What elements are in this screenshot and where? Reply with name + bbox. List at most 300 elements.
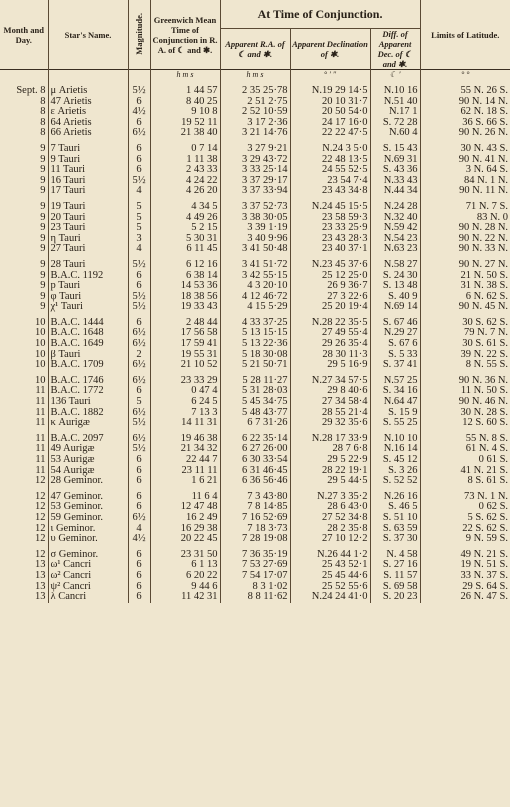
cell-diff-dec: S. 69 58	[370, 582, 420, 593]
table-row	[0, 155, 510, 166]
cell-diff-dec: N.29 27	[370, 328, 420, 339]
cell-gmt: 23 31 50	[150, 545, 220, 561]
table-row	[0, 176, 510, 187]
cell-limits: 29 S. 64 S.	[462, 581, 509, 592]
cell-diff-dec: S. 40 9	[370, 292, 420, 303]
cell-limits: 8 S. 61 S.	[467, 476, 509, 487]
cell-star-name: ι Geminor.	[48, 524, 128, 535]
header-magnitude	[128, 0, 150, 70]
cell-diff-dec: S. 46 5	[370, 502, 420, 513]
cell-limits: 55 N. 26 S.	[460, 85, 509, 96]
cell-diff-dec: S. 51 10	[370, 513, 420, 524]
cell-apparent-ra: 3 27 9·21	[220, 139, 290, 155]
unit-limits: ° °	[420, 70, 510, 82]
header-star-name: Star's Name.	[48, 0, 128, 70]
cell-limits: 90 N. 22 N.	[458, 233, 509, 244]
cell-limits: 11 N. 50 S.	[460, 386, 509, 397]
cell-apparent-dec: 23 40 37·1	[290, 244, 370, 255]
table-row	[0, 571, 510, 582]
cell-diff-dec: S. 67 6	[370, 339, 420, 350]
cell-magnitude: 6	[128, 281, 150, 292]
cell-gmt: 14 11 31	[150, 418, 220, 429]
cell-month-day: 12	[0, 502, 48, 513]
cell-apparent-dec: N.24 3 5·0	[290, 139, 370, 155]
cell-month-day: 8	[0, 97, 48, 108]
cell-gmt: 11 42 31	[150, 592, 220, 603]
cell-gmt: 7 13 3	[150, 408, 220, 419]
cell-month-day: 11	[0, 408, 48, 419]
cell-limits: 90 N. 28 N.	[458, 223, 509, 234]
cell-magnitude: 6	[128, 466, 150, 477]
cell-diff-dec: N.64 47	[370, 397, 420, 408]
header-gmt: Greenwich Mean Time of Conjunction in R. A. of ☾ and ✱.	[150, 0, 220, 70]
cell-apparent-ra: 6 27 26·00	[220, 444, 290, 455]
table-row	[0, 271, 510, 282]
cell-limits: 0 61 S.	[478, 455, 509, 465]
cell-apparent-dec: 22 22 47·5	[290, 128, 370, 139]
cell-diff-dec: S. 37 41	[370, 360, 420, 371]
cell-star-name: 136 Tauri	[48, 397, 128, 408]
cell-month-day: 12	[0, 487, 48, 503]
cell-limits: 90 N. 11 N.	[459, 186, 509, 197]
cell-gmt: 0 47 4	[150, 386, 220, 397]
cell-magnitude: 6	[128, 571, 150, 582]
table-row	[0, 371, 510, 387]
cell-diff-dec: N.16 14	[370, 444, 420, 455]
table-row	[0, 213, 510, 224]
cell-apparent-ra: 7 53 27·69	[220, 560, 290, 571]
cell-star-name: 16 Tauri	[48, 176, 128, 187]
cell-apparent-dec: 22 48 13·5	[290, 155, 370, 166]
cell-apparent-dec: 24 17 16·0	[290, 118, 370, 129]
table-row	[0, 582, 510, 593]
cell-diff-dec: S. 37 30	[370, 534, 420, 545]
cell-star-name: 9 Tauri	[48, 155, 128, 166]
cell-apparent-dec: 25 43 52·1	[290, 560, 370, 571]
cell-month-day: 10	[0, 313, 48, 329]
cell-magnitude: 6	[128, 139, 150, 155]
cell-gmt: 6 11 45	[150, 244, 220, 255]
cell-apparent-ra: 7 3 43·80	[220, 487, 290, 503]
cell-diff-dec: S. 67 46	[370, 313, 420, 329]
header-magnitude-text: Magnitude.	[134, 12, 144, 55]
cell-diff-dec: N.44 34	[370, 186, 420, 197]
cell-apparent-dec: N.27 3 35·2	[290, 487, 370, 503]
cell-magnitude: 6	[128, 165, 150, 176]
cell-month-day: 10	[0, 360, 48, 371]
table-row	[0, 302, 510, 313]
cell-magnitude: 4½	[128, 107, 150, 118]
cell-gmt: 6 1 13	[150, 560, 220, 571]
cell-magnitude: 6	[128, 545, 150, 561]
cell-apparent-ra: 3 33 25·14	[220, 165, 290, 176]
cell-gmt: 6 38 14	[150, 271, 220, 282]
cell-gmt: 9 44 6	[150, 582, 220, 593]
table-row	[0, 502, 510, 513]
cell-magnitude: 6	[128, 97, 150, 108]
cell-month-day: 8	[0, 118, 48, 129]
cell-apparent-dec: 25 52 55·6	[290, 582, 370, 593]
cell-month-day: 9	[0, 244, 48, 255]
cell-diff-dec: N.59 42	[370, 223, 420, 234]
table-row	[0, 107, 510, 118]
cell-apparent-dec: 24 55 52·5	[290, 165, 370, 176]
cell-diff-dec: S. 20 23	[370, 592, 420, 603]
cell-month-day: 11	[0, 466, 48, 477]
cell-month-day: 11	[0, 386, 48, 397]
cell-diff-dec: S. 63 59	[370, 524, 420, 535]
cell-diff-dec: N.54 23	[370, 234, 420, 245]
cell-star-name: B.A.C. 1882	[48, 408, 128, 419]
table-row	[0, 444, 510, 455]
cell-star-name: B.A.C. 1444	[48, 313, 128, 329]
cell-gmt: 5 30 31	[150, 234, 220, 245]
cell-star-name: B.A.C. 2097	[48, 429, 128, 445]
table-row	[0, 418, 510, 429]
cell-star-name: B.A.C. 1192	[48, 271, 128, 282]
cell-apparent-dec: N.28 17 33·9	[290, 429, 370, 445]
cell-magnitude: 5½	[128, 255, 150, 271]
cell-star-name: 59 Geminor.	[48, 513, 128, 524]
table-body	[0, 81, 510, 603]
cell-apparent-dec: 27 3 22·6	[290, 292, 370, 303]
table-row	[0, 139, 510, 155]
cell-month-day: 12	[0, 513, 48, 524]
cell-limits: 9 N. 59 S.	[465, 534, 509, 545]
cell-star-name: λ Cancri	[48, 592, 128, 603]
cell-limits: 8 N. 55 S.	[465, 360, 509, 371]
cell-apparent-dec: 23 43 28·3	[290, 234, 370, 245]
table-row	[0, 487, 510, 503]
cell-magnitude: 6	[128, 386, 150, 397]
cell-limits: 49 N. 21 S.	[460, 548, 509, 560]
cell-month-day: 9	[0, 271, 48, 282]
cell-limits: 36 S. 66 S.	[462, 117, 509, 128]
cell-apparent-dec: 27 10 12·2	[290, 534, 370, 545]
cell-month-day: 9	[0, 223, 48, 234]
cell-diff-dec: S. 43 36	[370, 165, 420, 176]
cell-apparent-ra: 6 7 31·26	[220, 418, 290, 429]
header-apparent-dec: Apparent Declination of ✱.	[290, 29, 370, 70]
cell-diff-dec: N.69 31	[370, 155, 420, 166]
cell-gmt: 23 11 11	[150, 466, 220, 477]
cell-apparent-ra: 2 35 25·78	[220, 81, 290, 97]
cell-diff-dec: N.58 27	[370, 255, 420, 271]
cell-limits: 90 N. 45 N.	[458, 302, 509, 313]
table-row	[0, 466, 510, 477]
cell-diff-dec: S. 45 12	[370, 455, 420, 466]
cell-magnitude: 6	[128, 155, 150, 166]
cell-apparent-ra: 3 37 52·73	[220, 197, 290, 213]
cell-gmt: 8 40 25	[150, 97, 220, 108]
cell-star-name: 66 Arietis	[48, 128, 128, 139]
cell-apparent-dec: 23 33 25·9	[290, 223, 370, 234]
cell-apparent-ra: 3 21 14·76	[220, 128, 290, 139]
table-row	[0, 118, 510, 129]
cell-month-day: 12	[0, 524, 48, 535]
cell-month-day: 9	[0, 302, 48, 313]
cell-limits: 90 N. 26 N.	[458, 128, 509, 139]
cell-limits: 22 S. 62 S.	[462, 523, 509, 534]
cell-month-day: 12	[0, 476, 48, 487]
cell-month-day: 10	[0, 350, 48, 361]
cell-magnitude: 6½	[128, 371, 150, 387]
cell-magnitude: 6	[128, 502, 150, 513]
table-row	[0, 408, 510, 419]
cell-apparent-ra: 4 15 5·29	[220, 302, 290, 313]
cell-star-name: 54 Aurigæ	[48, 466, 128, 477]
cell-magnitude: 2	[128, 350, 150, 361]
cell-apparent-dec: 28 55 21·4	[290, 408, 370, 419]
cell-diff-dec: N.26 16	[370, 487, 420, 503]
cell-diff-dec: S. 15 43	[370, 139, 420, 155]
cell-star-name: ψ² Cancri	[48, 582, 128, 593]
cell-apparent-ra: 7 18 3·73	[220, 524, 290, 535]
cell-star-name: B.A.C. 1709	[48, 360, 128, 371]
cell-apparent-dec: N.19 29 14·5	[290, 81, 370, 97]
cell-limits: 73 N. 1 N.	[463, 490, 509, 502]
table-row	[0, 292, 510, 303]
cell-limits: 90 N. 14 N.	[458, 96, 509, 107]
cell-gmt: 2 43 33	[150, 165, 220, 176]
cell-limits: 30 N. 28 S.	[460, 407, 509, 418]
cell-limits: 90 N. 36 N.	[458, 374, 509, 386]
cell-diff-dec: S. 24 30	[370, 271, 420, 282]
cell-magnitude: 5½	[128, 302, 150, 313]
cell-apparent-dec: 29 5 16·9	[290, 360, 370, 371]
cell-month-day: 9	[0, 292, 48, 303]
cell-gmt: 19 55 31	[150, 350, 220, 361]
cell-apparent-ra: 8 3 1·02	[220, 582, 290, 593]
cell-gmt: 20 22 45	[150, 534, 220, 545]
table-row	[0, 476, 510, 487]
cell-gmt: 9 10 8	[150, 107, 220, 118]
cell-gmt: 22 44 7	[150, 455, 220, 466]
cell-apparent-ra: 3 40 9·96	[220, 234, 290, 245]
cell-month-day: 12	[0, 545, 48, 561]
table-row	[0, 339, 510, 350]
table-row	[0, 350, 510, 361]
cell-gmt: 21 38 40	[150, 128, 220, 139]
cell-apparent-ra: 4 12 46·72	[220, 292, 290, 303]
cell-magnitude: 6	[128, 592, 150, 603]
cell-limits: 21 N. 50 S.	[460, 270, 509, 281]
cell-month-day: 11	[0, 429, 48, 445]
cell-apparent-ra: 2 51 2·75	[220, 97, 290, 108]
cell-apparent-dec: N.24 45 15·5	[290, 197, 370, 213]
table-row	[0, 281, 510, 292]
cell-apparent-dec: 29 5 44·5	[290, 476, 370, 487]
table-row	[0, 313, 510, 329]
cell-star-name: ε Arietis	[48, 107, 128, 118]
cell-limits: 55 N. 8 S.	[465, 432, 509, 444]
cell-diff-dec: N.60 4	[370, 128, 420, 139]
cell-magnitude: 5	[128, 213, 150, 224]
cell-magnitude: 5½	[128, 81, 150, 97]
table-row	[0, 255, 510, 271]
cell-apparent-ra: 6 31 46·45	[220, 466, 290, 477]
cell-apparent-ra: 7 28 19·08	[220, 534, 290, 545]
cell-magnitude: 5½	[128, 418, 150, 429]
cell-magnitude: 5	[128, 397, 150, 408]
cell-apparent-ra: 4 33 37·25	[220, 313, 290, 329]
unit-diff: ☾ ′	[370, 70, 420, 82]
cell-star-name: κ Aurigæ	[48, 418, 128, 429]
cell-month-day: 13	[0, 571, 48, 582]
cell-magnitude: 6	[128, 118, 150, 129]
cell-apparent-dec: N.26 44 1·2	[290, 545, 370, 561]
cell-month-day: 9	[0, 197, 48, 213]
cell-gmt: 4 26 20	[150, 186, 220, 197]
cell-month-day: 12	[0, 534, 48, 545]
table-row	[0, 165, 510, 176]
cell-month-day: 13	[0, 582, 48, 593]
cell-diff-dec: S. 5 33	[370, 350, 420, 361]
cell-apparent-dec: 29 26 35·4	[290, 339, 370, 350]
cell-apparent-ra: 5 31 28·03	[220, 386, 290, 397]
cell-month-day: 10	[0, 371, 48, 387]
cell-apparent-dec: 28 6 43·0	[290, 502, 370, 513]
cell-magnitude: 6	[128, 271, 150, 282]
cell-star-name: 7 Tauri	[48, 139, 128, 155]
cell-limits: 12 S. 60 S.	[462, 418, 509, 429]
table-row	[0, 560, 510, 571]
cell-apparent-dec: 25 20 19·4	[290, 302, 370, 313]
cell-limits: 30 S. 61 S.	[462, 339, 509, 350]
cell-apparent-dec: 20 10 31·7	[290, 97, 370, 108]
table-row	[0, 197, 510, 213]
cell-diff-dec: N.33 43	[370, 176, 420, 187]
cell-star-name: 47 Arietis	[48, 97, 128, 108]
cell-star-name: 47 Geminor.	[48, 487, 128, 503]
cell-diff-dec: S. 72 28	[370, 118, 420, 129]
cell-star-name: 53 Geminor.	[48, 502, 128, 513]
cell-apparent-ra: 5 28 11·27	[220, 371, 290, 387]
cell-apparent-ra: 3 38 30·05	[220, 213, 290, 224]
cell-apparent-ra: 7 16 52·69	[220, 513, 290, 524]
cell-apparent-dec: 23 58 59·3	[290, 213, 370, 224]
cell-month-day: 13	[0, 592, 48, 603]
cell-magnitude: 6½	[128, 339, 150, 350]
table-row	[0, 592, 510, 603]
table-row	[0, 524, 510, 535]
cell-month-day: 9	[0, 139, 48, 155]
cell-gmt: 16 29 38	[150, 524, 220, 535]
unit-ra: h m s	[220, 70, 290, 82]
cell-limits: 84 N. 1 N.	[463, 175, 509, 186]
cell-diff-dec: N.51 40	[370, 97, 420, 108]
cell-gmt: 19 46 38	[150, 429, 220, 445]
cell-diff-dec: S. 34 16	[370, 386, 420, 397]
header-diff-dec: Diff. of Apparent Dec. of ☾ and ✱.	[370, 29, 420, 70]
cell-gmt: 18 38 56	[150, 292, 220, 303]
cell-magnitude: 5	[128, 223, 150, 234]
table-row	[0, 429, 510, 445]
cell-magnitude: 4	[128, 186, 150, 197]
cell-magnitude: 4	[128, 524, 150, 535]
cell-gmt: 6 24 5	[150, 397, 220, 408]
cell-magnitude: 5½	[128, 444, 150, 455]
cell-month-day: 11	[0, 418, 48, 429]
cell-apparent-ra: 3 17 2·36	[220, 118, 290, 129]
cell-apparent-ra: 8 8 11·62	[220, 592, 290, 603]
cell-apparent-ra: 7 36 35·19	[220, 545, 290, 561]
cell-month-day: 13	[0, 560, 48, 571]
cell-star-name: υ Geminor.	[48, 534, 128, 545]
cell-gmt: 21 10 52	[150, 360, 220, 371]
cell-magnitude: 5½	[128, 292, 150, 303]
cell-apparent-ra: 3 39 1·19	[220, 223, 290, 234]
cell-gmt: 4 49 26	[150, 213, 220, 224]
cell-limits: 39 N. 22 S.	[460, 349, 509, 360]
cell-star-name: 28 Tauri	[48, 255, 128, 271]
cell-gmt: 2 48 44	[150, 313, 220, 329]
cell-apparent-ra: 3 29 43·72	[220, 155, 290, 166]
cell-month-day: 8	[0, 128, 48, 139]
cell-gmt: 17 59 41	[150, 339, 220, 350]
cell-star-name: B.A.C. 1772	[48, 386, 128, 397]
cell-apparent-dec: 29 5 22·9	[290, 455, 370, 466]
cell-magnitude: 4	[128, 244, 150, 255]
cell-magnitude: 3	[128, 234, 150, 245]
cell-apparent-dec: 27 49 55·4	[290, 328, 370, 339]
table-row	[0, 244, 510, 255]
header-apparent-ra: Apparent R.A. of ☾ and ✱.	[220, 29, 290, 70]
table-row	[0, 328, 510, 339]
table-row	[0, 223, 510, 234]
cell-apparent-ra: 4 3 20·10	[220, 281, 290, 292]
cell-star-name: μ Arietis	[48, 81, 128, 97]
cell-apparent-dec: 28 22 19·1	[290, 466, 370, 477]
cell-month-day: 9	[0, 176, 48, 187]
cell-limits: 62 N. 18 S.	[460, 107, 509, 118]
cell-magnitude: 4½	[128, 534, 150, 545]
table-row	[0, 513, 510, 524]
cell-gmt: 19 52 11	[150, 118, 220, 129]
cell-apparent-dec: 28 30 11·3	[290, 350, 370, 361]
cell-limits: 83 N. 0	[476, 212, 509, 223]
cell-apparent-dec: 27 52 34·8	[290, 513, 370, 524]
cell-apparent-ra: 5 45 34·75	[220, 397, 290, 408]
cell-limits: 41 N. 21 S.	[460, 465, 509, 476]
cell-apparent-ra: 5 13 15·15	[220, 328, 290, 339]
cell-apparent-dec: 29 32 35·6	[290, 418, 370, 429]
cell-limits: 79 N. 7 N.	[463, 328, 509, 339]
cell-month-day: Sept. 8	[0, 81, 48, 97]
cell-magnitude: 6	[128, 487, 150, 503]
table-row	[0, 397, 510, 408]
cell-magnitude: 6½	[128, 328, 150, 339]
cell-apparent-dec: 28 7 6·8	[290, 444, 370, 455]
header-limits: Limits of Latitude.	[431, 29, 500, 40]
table-row	[0, 234, 510, 245]
cell-limits: 6 N. 62 S.	[465, 291, 509, 302]
cell-month-day: 9	[0, 165, 48, 176]
cell-month-day: 9	[0, 213, 48, 224]
cell-star-name: B.A.C. 1648	[48, 328, 128, 339]
cell-apparent-dec: 20 50 54·0	[290, 107, 370, 118]
cell-month-day: 9	[0, 186, 48, 197]
table-row	[0, 455, 510, 466]
cell-gmt: 14 53 36	[150, 281, 220, 292]
cell-diff-dec: N.63 23	[370, 244, 420, 255]
cell-diff-dec: N.17 1	[370, 107, 420, 118]
cell-star-name: χ¹ Tauri	[48, 302, 128, 313]
cell-star-name: η Tauri	[48, 234, 128, 245]
cell-diff-dec: S. 52 52	[370, 476, 420, 487]
cell-gmt: 11 6 4	[150, 487, 220, 503]
cell-month-day: 11	[0, 444, 48, 455]
